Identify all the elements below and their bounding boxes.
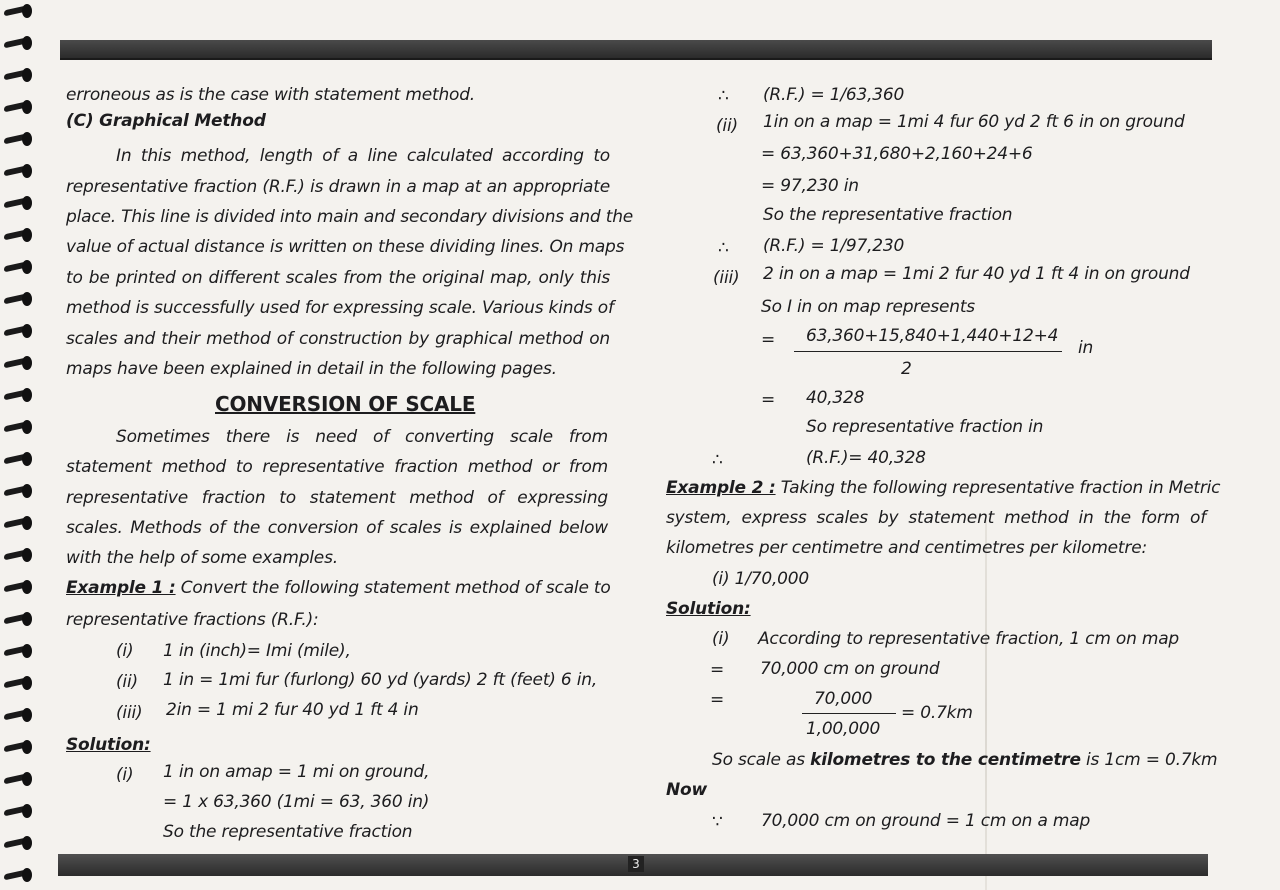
list-item-number: (iii) [713, 268, 740, 288]
now-label: Now [666, 780, 708, 800]
binding-ring [4, 132, 38, 146]
equals-sign: = [710, 690, 725, 710]
result-value: 40,328 [806, 388, 865, 408]
binding-ring [4, 836, 38, 850]
page-crease [985, 520, 987, 890]
example-2-text: Taking the following representative fraction in Metric [775, 478, 1221, 498]
binding-ring [4, 420, 38, 434]
paragraph-line: place. This line is divided into main and secondary divisions and the [66, 207, 634, 227]
text-line: So the representative fraction [763, 205, 1013, 225]
binding-ring [4, 804, 38, 818]
binding-ring [4, 676, 38, 690]
list-item-text: 1 in (inch)= Imi (mile), [163, 641, 351, 661]
list-item-text: 2in = 1 mi 2 fur 40 yd 1 ft 4 in [166, 700, 419, 720]
equation-line: 2 in on a map = 1mi 2 fur 40 yd 1 ft 4 in on ground [763, 264, 1190, 284]
conclusion-text: is 1cm = 0.7km [1080, 750, 1218, 770]
paragraph-line: In this method, length of a line calculated according to [116, 146, 610, 166]
list-item-number: (i) [712, 629, 730, 649]
text-line: representative fractions (R.F.): [66, 610, 319, 630]
fraction-numerator: 70,000 [814, 689, 873, 709]
equals-sign: = [710, 660, 725, 680]
binding-ring [4, 68, 38, 82]
example-1-line [66, 578, 611, 598]
binding-ring [4, 4, 38, 18]
binding-ring [4, 580, 38, 594]
solution-line: 1 in on amap = 1 mi on ground, [163, 762, 430, 782]
binding-ring [4, 356, 38, 370]
equals-sign: = [761, 390, 776, 410]
binding-ring [4, 484, 38, 498]
therefore-symbol: ∴ [718, 86, 729, 106]
text-line: So representative fraction in [806, 417, 1044, 437]
solution-line: = 1 x 63,360 (1mi = 63, 360 in) [163, 792, 430, 812]
binding-ring [4, 644, 38, 658]
conclusion-line [712, 750, 1217, 770]
therefore-symbol: ∴ [712, 450, 723, 470]
solution-line: So the representative fraction [163, 822, 413, 842]
text-line: So I in on map represents [761, 297, 975, 317]
binding-ring [4, 260, 38, 274]
equation-line: (R.F.) = 1/63,360 [763, 85, 905, 105]
fraction-denominator: 1,00,000 [806, 719, 881, 739]
fraction-numerator: 63,360+15,840+1,440+12+4 [806, 326, 1059, 346]
conclusion-emphasis: kilometres to the centimetre [810, 750, 1081, 770]
fraction-bar [802, 713, 896, 714]
binding-ring [4, 868, 38, 882]
binding-ring [4, 740, 38, 754]
equation-line: (R.F.)= 40,328 [806, 448, 926, 468]
binding-ring [4, 548, 38, 562]
equation-line: (R.F.) = 1/97,230 [763, 236, 905, 256]
conclusion-text: So scale as [712, 750, 811, 770]
paragraph-line: with the help of some examples. [66, 548, 338, 568]
equation-line: 1in on a map = 1mi 4 fur 60 yd 2 ft 6 in on ground [763, 112, 1185, 132]
list-item-number: (iii) [116, 703, 143, 723]
paragraph-line: value of actual distance is written on these dividing lines. On maps [66, 237, 625, 257]
binding-ring [4, 36, 38, 50]
text-line: erroneous as is the case with statement method. [66, 85, 476, 105]
list-item-number: (i) [116, 765, 134, 785]
example-2-line [666, 478, 1220, 498]
paragraph-line: system, express scales by statement method in the form of [666, 508, 1206, 528]
example-2-label: Example 2 : [666, 478, 776, 498]
binding-ring [4, 772, 38, 786]
fraction-bar [794, 351, 1062, 352]
fraction-denominator: 2 [901, 359, 912, 379]
spiral-binding [0, 0, 44, 890]
therefore-symbol: ∴ [718, 238, 729, 258]
header-rule [60, 40, 1212, 60]
paragraph-line: method is successfully used for expressing scale. Various kinds of [66, 298, 614, 318]
paragraph-line: maps have been explained in detail in the following pages. [66, 359, 557, 379]
binding-ring [4, 324, 38, 338]
paragraph-line: kilometres per centimetre and centimetres per kilometre: [666, 538, 1147, 558]
example-1-label: Example 1 : [66, 578, 176, 598]
binding-ring [4, 452, 38, 466]
paragraph-line: statement method to representative fraction method or from [66, 457, 608, 477]
unit-label: in [1078, 338, 1094, 358]
binding-ring [4, 164, 38, 178]
equation-line: = 63,360+31,680+2,160+24+6 [761, 144, 1033, 164]
list-item-text: 1 in = 1mi fur (furlong) 60 yd (yards) 2 ft (feet) 6 in, [163, 670, 598, 690]
example-1-text: Convert the following statement method of scale to [175, 578, 611, 598]
paragraph-line: representative fraction (R.F.) is drawn in a map at an appropriate [66, 177, 610, 197]
binding-ring [4, 708, 38, 722]
binding-ring [4, 196, 38, 210]
paragraph-line: scales. Methods of the conversion of scales is explained below [66, 518, 608, 538]
solution-label: Solution: [66, 735, 151, 755]
binding-ring [4, 516, 38, 530]
section-title: CONVERSION OF SCALE [215, 392, 476, 416]
equals-sign: = [761, 330, 776, 350]
solution-label: Solution: [666, 599, 751, 619]
binding-ring [4, 228, 38, 242]
binding-ring [4, 612, 38, 626]
binding-ring [4, 388, 38, 402]
list-item-text: (i) 1/70,000 [712, 569, 810, 589]
page-number: 3 [628, 856, 644, 872]
list-item-number: (i) [116, 641, 134, 661]
binding-ring [4, 292, 38, 306]
equation-line: = 97,230 in [761, 176, 859, 196]
solution-line: 70,000 cm on ground [760, 659, 940, 679]
paragraph-line: Sometimes there is need of converting scale from [116, 427, 608, 447]
binding-ring [4, 100, 38, 114]
paragraph-line: scales and their method of construction by graphical method on [66, 329, 610, 349]
heading-graphical-method: (C) Graphical Method [66, 111, 266, 131]
list-item-number: (ii) [116, 672, 138, 692]
solution-line: According to representative fraction, 1 cm on map [758, 629, 1180, 649]
equation-line: 70,000 cm on ground = 1 cm on a map [761, 811, 1091, 831]
result-value: = 0.7km [901, 703, 973, 723]
paragraph-line: to be printed on different scales from the original map, only this [66, 268, 610, 288]
paragraph-line: representative fraction to statement method of expressing [66, 488, 608, 508]
list-item-number: (ii) [716, 116, 738, 136]
because-symbol: ∵ [712, 812, 723, 832]
